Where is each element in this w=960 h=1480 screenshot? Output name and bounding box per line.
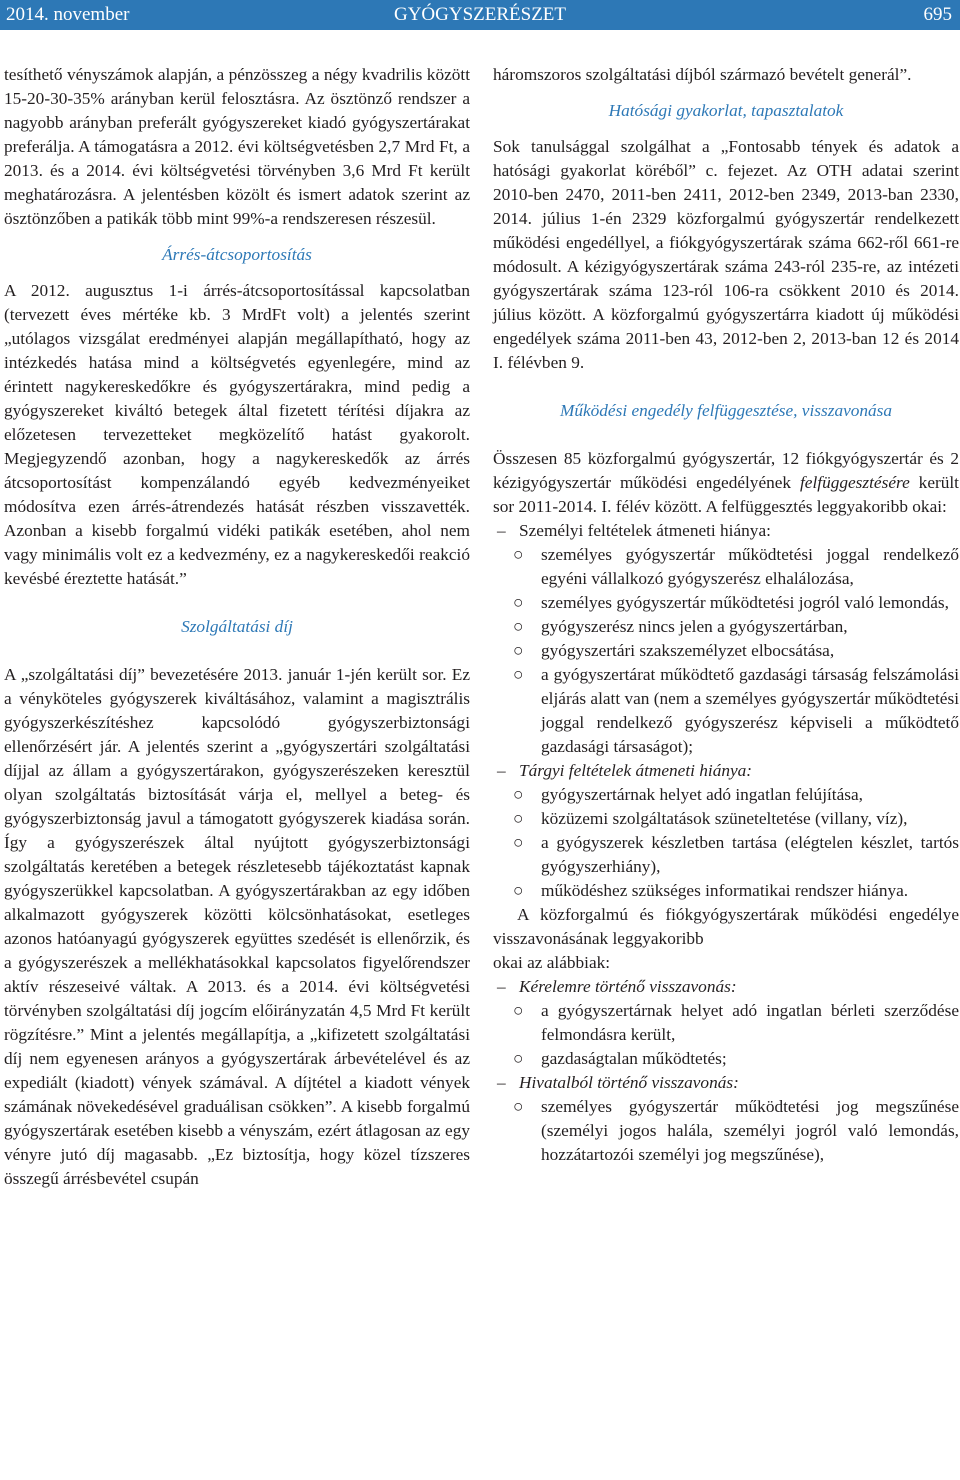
- circle-marker: ○: [513, 809, 524, 828]
- paragraph: háromszoros szolgáltatási díjból származó bevételt generál”.: [493, 65, 912, 84]
- paragraph: A „szolgáltatási díj” bevezetésére 2013. január 1-jén került sor. Ez a vényköteles gyógyszerek kiváltásához, valamint a magisztrális gyógyszerkészítéshez kapcsolódó gyógyszerbiztonsági ellenőrzésért jár. A jelentés szerint a „gyógyszertári szolgáltatási díjjal az állam a gyógyszertárakon, gyógyszerészeken keresztül olyan szolgáltatás biztosítását várja el, mellyel a beteg- és gyógyszerbiztonság javul a támogatott gyógyszerek kiadása során. Így a gyógyszerészek által nyújtott gyógyszerbiztonsági szolgáltatás keretében a betegek részletesebb tájékoztatást kapnak gyógyszerükkel kapcsolatban. A gyógyszertárakban az egy időben alkalmazott gyógyszerek közötti kölcsönhatásokat, esetleges azonos hatóanyagú gyógyszerek együttes szedését is ellenőrzik, és a gyógyszerészek a mellékhatásokkal kapcsolatos figyelőrendszer aktív részeseivé váltak. A 2013. és a 2014. évi költségvetési törvényben szolgáltatási díj jogcím előirányzatán 4,5 Mrd Ft került rögzítésre.” Mint a jelentés megállapítja, a „kifizetett szolgáltatási díj nem egyenesen arányos a gyógyszertárak árbevételével és az expediált (kiadott) vények számával. A díjtétel a kiadott vények számának növekedésével graduálisan csökken”. A kisebb forgalmú gyógyszertárak esetében kisebb a vényszám, ezért átlagosan az egy vényre jutó díj magasabb. „Ez biztosítja, hogy közel tízszeres összegű árrésbevétel csupán: [4, 665, 470, 1188]
- circle-list-item: [493, 615, 959, 639]
- dash-list-item: – Személyi feltételek átmeneti hiánya:: [493, 519, 959, 543]
- right-column: [493, 63, 959, 1167]
- emphasis-text: felfüggesztésére: [800, 473, 910, 492]
- paragraph: [493, 447, 959, 519]
- circle-list-item: [493, 879, 959, 903]
- circle-marker: ○: [513, 641, 524, 660]
- list-item-text: a gyógyszerek készletben tartása (elégtelen készlet, tartós gyógyszerhiány),: [541, 833, 959, 876]
- page-number: 695: [923, 4, 952, 25]
- circle-list-item: [493, 783, 959, 807]
- section-heading: Szolgáltatási díj: [181, 617, 293, 636]
- circle-list-item: [493, 1047, 959, 1071]
- list-item-text: gazdaságtalan működtetés;: [541, 1049, 727, 1068]
- list-item-text: a gyógyszertárnak helyet adó ingatlan bérleti szerződése felmondásra került,: [541, 1001, 959, 1044]
- left-column: [4, 63, 470, 1191]
- circle-marker: ○: [513, 665, 524, 684]
- list-item-text: gyógyszerész nincs jelen a gyógyszertárban,: [541, 617, 848, 636]
- page-header: [0, 0, 960, 30]
- circle-marker: ○: [513, 785, 524, 804]
- dash-marker: –: [497, 977, 506, 996]
- circle-list: [493, 999, 959, 1071]
- dash-list-item: – Tárgyi feltételek átmeneti hiánya:: [493, 759, 959, 783]
- list-item-text: a gyógyszertárat működtető gazdasági társaság felszámolási eljárás alatt van (nem a személyes gyógyszertár működtetési joggal rendelkező gyógyszerész képviseli a működtető gazdasági társaságot);: [541, 665, 959, 756]
- paragraph: A 2012. augusztus 1-i árrés-átcsoportosítással kapcsolatban (tervezett éves mértéke kb. 3 MrdFt volt) a jelentés szerint „utólagos vizsgálat eredményei alapján megállapítható, hogy az intézkedés hatása mind a költségvetés egyenlegére, mind az érintett nagykereskedőkre és gyógyszertárakra, mind pedig a gyógyszereket kiváltó betegek által fizetett térítési díjakra az előzetesen tervezetteket megközelítő hatást gyakorolt. Megjegyzendő azonban, hogy a nagykereskedők az árrés átcsoportosítást kompenzálandó egyéb kedvezményeiket módosítva ezen árrés-átrendezés hatását részben visszavették. Azonban a kisebb forgalmú vidéki patikák esetében, ahol nem vagy minimális volt ez a kedvezmény, ez a nagykereskedői reakció kevésbé éreztette hatását.”: [4, 281, 470, 588]
- paragraph: tesíthető vényszámok alapján, a pénzösszeg a négy kvadrilis között 15-20-30-35% arányban kerül felosztásra. Az ösztönző rendszer a nagyobb arányban preferált gyógyszereket kiadó gyógyszertárakat preferálja. A támogatásra a 2012. évi költségvetésben 2,7 Mrd Ft, a 2013. és a 2014. évi költségvetési törvényben 3,6 Mrd Ft került meghatározásra. A jelentésben közölt és ismert adatok szerint az ösztönzőben a patikák több mint 99%-a rendszeresen részesül.: [4, 65, 470, 228]
- list-item-text: gyógyszertári szakszemélyzet elbocsátása,: [541, 641, 835, 660]
- list-item-text: személyes gyógyszertár működtetési joggal rendelkező egyéni vállalkozó gyógyszerész elhalálozása,: [541, 545, 959, 588]
- paragraph: okai az alábbiak:: [493, 953, 611, 972]
- circle-list-item: [493, 639, 959, 663]
- issue-date: 2014. november: [6, 4, 130, 25]
- circle-marker: ○: [513, 1001, 524, 1020]
- dash-marker: –: [497, 1073, 506, 1092]
- dash-list-item: – Kérelemre történő visszavonás:: [493, 975, 959, 999]
- list-item-text: személyes gyógyszertár működtetési jog megszűnése (személyi jogos halála, személyi jogról való lemondás, hozzátartozói személyi jog megszűnése),: [541, 1097, 959, 1164]
- circle-list-item: [493, 543, 959, 591]
- section-heading: Árrés-átcsoportosítás: [162, 245, 312, 264]
- circle-list-item: [493, 999, 959, 1047]
- circle-list-item: [493, 1095, 959, 1167]
- circle-list: [493, 783, 959, 903]
- text-run: került sor 2011-2014. I. félév között. A felfüggesztés leggyakoribb okai:: [493, 473, 959, 516]
- circle-marker: ○: [513, 545, 524, 564]
- list-item-text: közüzemi szolgáltatások szüneteltetése (villany, víz),: [541, 809, 908, 828]
- list-item-text: gyógyszertárnak helyet adó ingatlan felújítása,: [541, 785, 863, 804]
- section-heading: Működési engedély felfüggesztése, visszavonása: [559, 401, 893, 420]
- circle-marker: ○: [513, 1049, 524, 1068]
- circle-marker: ○: [513, 593, 524, 612]
- circle-list: [493, 1095, 959, 1167]
- circle-marker: ○: [513, 1097, 524, 1116]
- circle-list: [493, 543, 959, 759]
- dash-marker: –: [497, 521, 506, 540]
- list-item-text: működéshez szükséges informatikai rendszer hiánya.: [541, 881, 909, 900]
- dash-list-item: – Hivatalból történő visszavonás:: [493, 1071, 959, 1095]
- circle-list-item: [493, 591, 959, 615]
- circle-marker: ○: [513, 833, 524, 852]
- text-run: Összesen 85 közforgalmú gyógyszertár, 12 fiókgyógyszertár és 2 kézigyógyszertár működési engedélyének: [493, 449, 959, 492]
- circle-marker: ○: [513, 617, 524, 636]
- circle-marker: ○: [513, 881, 524, 900]
- paragraph: Sok tanulsággal szolgálhat a „Fontosabb tények és adatok a hatósági gyakorlat köréből” c. fejezet. Az OTH adatai szerint 2010-ben 2470, 2011-ben 2411, 2012-ben 2349, 2013-ban 2330, 2014. július 1-én 2329 közforgalmú gyógyszertár rendelkezett működési engedéllyel, a fiókgyógyszertárak száma 662-ről 661-re módosult. A kézigyógyszertárak száma 243-ról 235-re, az intézeti gyógyszertárak száma 123-ról 106-ra csökkent 2010 és 2014. július között. A közforgalmú gyógyszertárra kiadott új működési engedélyek száma 2011-ben 43, 2012-ben 2, 2013-ban 12 és 2014 I. félévben 9.: [493, 137, 959, 372]
- circle-list-item: [493, 807, 959, 831]
- list-item-text: személyes gyógyszertár működtetési jogról való lemondás,: [541, 593, 949, 612]
- dash-marker: –: [497, 761, 506, 780]
- journal-title: GYÓGYSZERÉSZET: [393, 4, 567, 25]
- paragraph: A közforgalmú és fiókgyógyszertárak működési engedélye visszavonásának leggyakoribb: [493, 905, 959, 948]
- section-heading: Hatósági gyakorlat, tapasztalatok: [608, 101, 844, 120]
- circle-list-item: [493, 831, 959, 879]
- circle-list-item: [493, 663, 959, 759]
